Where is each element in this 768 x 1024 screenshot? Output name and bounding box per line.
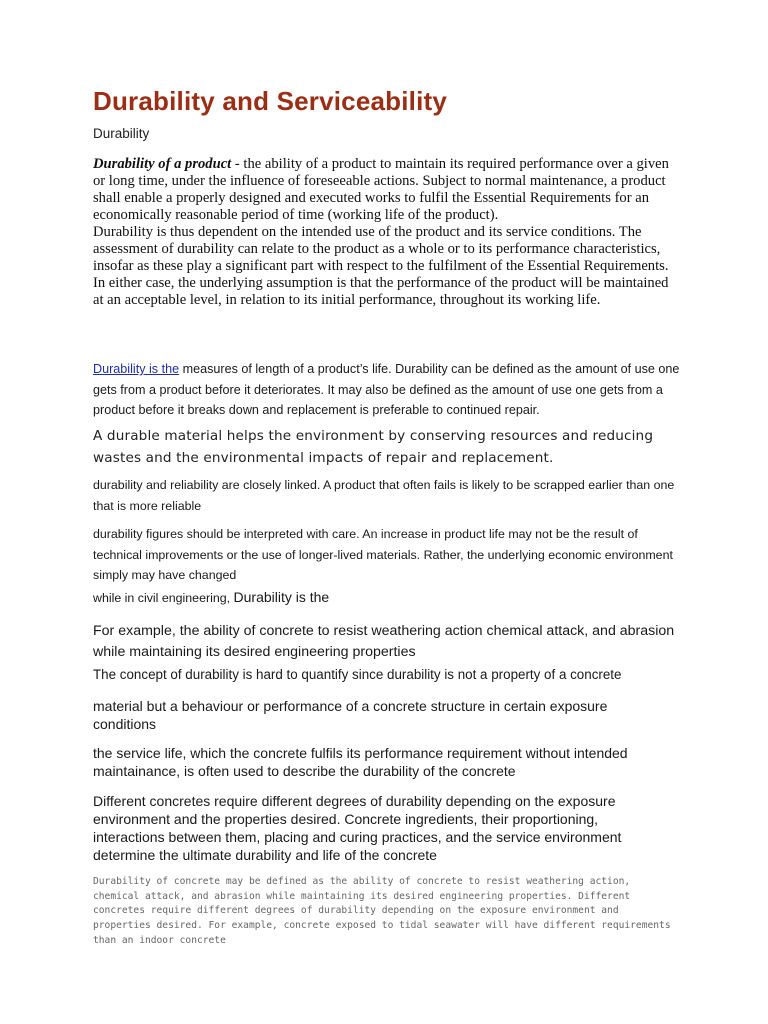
service-life-paragraph: the service life, which the concrete fulfils its performance requirement without intended maintainance, is often used to describe the durability of the concrete	[93, 745, 628, 779]
page-title: Durability and Serviceability	[93, 86, 448, 116]
figures-paragraph: durability figures should be interpreted with care. An increase in product life may not be the result of technical improvements or the use of longer-lived materials. Rather, the underlying economic environment simply may have changed	[93, 527, 673, 582]
example-paragraph: For example, the ability of concrete to resist weathering action chemical attack, and abrasion while maintaining its desired engineering properties	[93, 623, 675, 660]
definition-term: Durability of a product	[93, 156, 232, 172]
environment-paragraph: A durable material helps the environment by conserving resources and reducing wastes and the environmental impacts of repair and replacement.	[93, 428, 654, 466]
material-paragraph: material but a behaviour or performance of a concrete structure in certain exposure conditions	[93, 698, 608, 732]
definition-paragraph-2: Durability is thus dependent on the intended use of the product and its service conditions. The assessment of durability can relate to the product as a whole or to its performance characteristics, insofar as these play a significant part with respect to the fulfilment of the Essential Requirements. In either case, the underlying assumption is that the performance of the product will be maintained at an acceptable level, in relation to its initial performance, throughout its working life.	[93, 224, 669, 308]
civil-engineering-paragraph	[93, 587, 683, 609]
different-concretes-paragraph: Different concretes require different degrees of durability depending on the exposure environment and the properties desired. Concrete ingredients, their proportioning, interactions between them, placing and curing practices, and the service environment determine the ultimate durability and life of the concrete	[93, 793, 622, 863]
concept-paragraph: The concept of durability is hard to quantify since durability is not a property of a concrete	[93, 667, 622, 682]
definition-block	[93, 156, 673, 309]
reliability-paragraph: durability and reliability are closely linked. A product that often fails is likely to be scrapped earlier than one that is more reliable	[93, 478, 675, 513]
measures-text: measures of length of a product’s life. Durability can be defined as the amount of use one gets from a product before it deteriorates. It may also be defined as the amount of use one gets from a product before it breaks down and replacement is preferable to continued repair.	[93, 362, 680, 417]
civil-tail-text: Durability is the	[233, 589, 330, 605]
concrete-durability-excerpt: Durability of concrete may be defined as the ability of concrete to resist weathering action, chemical attack, and abrasion while maintaining its desired engineering properties. Different concretes require different degrees of durability depending on the exposure environment and properties desired. For example, concrete exposed to tidal seawater will have different requirements than an indoor concrete	[93, 876, 671, 946]
section-subheading: Durability	[93, 126, 150, 141]
definition-paragraph	[93, 156, 673, 224]
definition-text: - the ability of a product to maintain its required performance over a given or long time, under the influence of foreseeable actions. Subject to normal maintenance, a product shall enable a properly designed and executed works to fulfil the Essential Requirements for an economically reasonable period of time (working life of the product).	[93, 156, 669, 223]
durability-link[interactable]: Durability is the	[93, 362, 180, 376]
civil-lead-text: while in civil engineering,	[93, 591, 234, 605]
measures-paragraph	[93, 359, 683, 421]
